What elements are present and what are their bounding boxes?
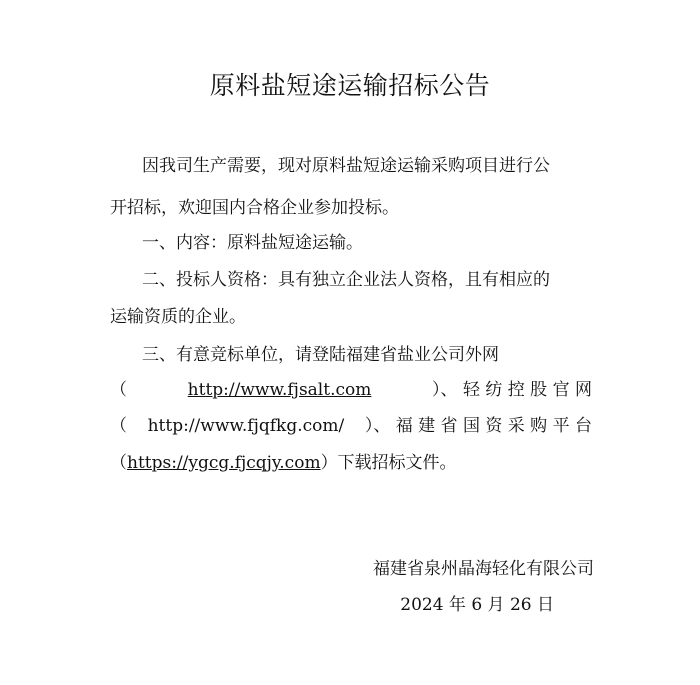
item-3-line-1: 三、有意竞标单位，请登陆福建省盐业公司外网 — [142, 345, 499, 365]
salt-company-link[interactable]: http://www.fjsalt.com — [187, 380, 372, 400]
procurement-platform-link[interactable]: https://ygcg.fjcqjy.com — [127, 453, 321, 473]
item-1-content: 一、内容：原料盐短途运输。 — [142, 233, 363, 253]
page-title: 原料盐短途运输招标公告 — [209, 71, 491, 100]
item-3-line-2-rest: ）、 轻 纺 控 股 官 网 — [432, 380, 592, 400]
item-2-line-2: 运输资质的企业。 — [110, 307, 246, 327]
item-3-line-4-rest: ）下载招标文件。 — [320, 453, 457, 473]
item-3-line-2 — [110, 378, 592, 402]
paren-open: （ — [110, 453, 127, 473]
item-3-line-3 — [110, 414, 592, 438]
item-3-line-3-rest: ）、 福 建 省 国 资 采 购 平 台 — [364, 416, 592, 436]
intro-line-2: 开招标，欢迎国内合格企业参加投标。 — [110, 198, 399, 218]
paren-open: （ — [110, 416, 127, 436]
paren-open: （ — [110, 380, 127, 400]
item-2-line-1: 二、投标人资格：具有独立企业法人资格，且有相应的 — [142, 270, 550, 290]
signature-date: 2024 年 6 月 26 日 — [400, 595, 554, 615]
intro-line-1: 因我司生产需要，现对原料盐短途运输采购项目进行公 — [142, 156, 550, 176]
item-3-line-4 — [110, 451, 457, 475]
signature-company: 福建省泉州晶海轻化有限公司 — [373, 559, 594, 579]
light-textile-link[interactable]: http://www.fjqfkg.com/ — [147, 416, 345, 436]
